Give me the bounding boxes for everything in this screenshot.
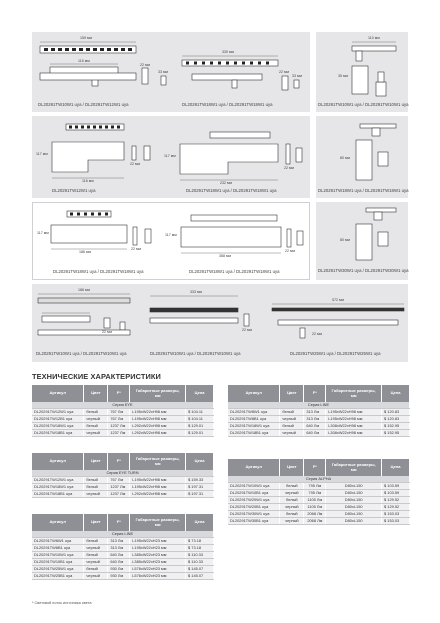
article-cell: DL20291TW6B1 uya [32, 545, 84, 552]
dimension-label: 117 мм [37, 231, 49, 235]
table-row [32, 416, 214, 423]
dimension-label: 22 мм [102, 330, 112, 334]
table-row [32, 430, 214, 437]
flux-cell: 1237 Лм [108, 430, 130, 437]
drawing-panel-10 [32, 284, 408, 362]
article-cell: DL20291TW25W1 uya [32, 566, 84, 573]
article-cell: DL20291TW10B1 uya [32, 559, 84, 566]
flux-cell: 640 Лм [304, 430, 326, 437]
header-color: Цвет [84, 514, 108, 531]
price-cell: $ 110.33 [186, 559, 214, 566]
flux-cell: 1237 Лм [108, 484, 130, 491]
article-cell: DL20291TW20W1 uya [228, 497, 280, 504]
table-row [228, 483, 410, 490]
drawing-caption: DL20291TW30W1 uya / DL20291TW30W1 uya [318, 268, 409, 273]
dimensions-cell: D80xL150 [326, 511, 382, 518]
color-cell: белый [280, 423, 304, 430]
dimension-label: 159 мм [80, 36, 92, 40]
header-flux: F* [108, 514, 130, 531]
header-flux: F* [108, 385, 130, 402]
price-cell: $ 129.01 [186, 430, 214, 437]
dimension-label: 117 мм [164, 154, 176, 158]
flux-cell: 640 Лм [108, 559, 130, 566]
table-row [32, 491, 214, 498]
color-cell: белый [280, 497, 304, 504]
flux-cell: 767 Лм [108, 477, 130, 484]
dimensions-cell: L195xW22xH98 мм [130, 484, 186, 491]
spec-table-eye-turn [32, 453, 214, 498]
article-cell: DL20291TW8W1 uya [228, 409, 280, 416]
dimensions-cell: L195xW22xH98 мм [130, 477, 186, 484]
drawing-panel-9 [316, 202, 408, 280]
flux-cell: 1237 Лм [108, 491, 130, 498]
dimensions-cell: L576xW22xH23 мм [130, 566, 186, 573]
flux-cell: 1237 Лм [108, 423, 130, 430]
article-cell: DL20291TW12B1 uya [32, 416, 84, 423]
article-cell: DL20291TW18W1 uya [32, 484, 84, 491]
table-header-row [228, 385, 410, 402]
dimensions-cell: L385xW22xH23 мм [130, 552, 186, 559]
table-row [228, 518, 410, 525]
drawing-panel-3 [316, 32, 408, 112]
flux-cell: 1105 Лм [304, 497, 326, 504]
flux-cell: 767 Лм [108, 416, 130, 423]
header-price: Цена [382, 459, 410, 476]
series-label: Серия LINE [228, 402, 410, 409]
spec-table-eye [32, 385, 214, 437]
dimensions-cell: L308xW22xH98 мм [326, 430, 382, 437]
series-row [228, 476, 410, 483]
dimension-label: 368 мм [219, 254, 231, 258]
dimensions-cell: L576xW22xH23 мм [130, 573, 186, 580]
drawing-caption: DL20291TW10W1 uya / DL20291TW12W1 uya [38, 102, 129, 107]
table-header-row [32, 453, 214, 470]
table-row [228, 497, 410, 504]
header-dimensions: Габаритные размеры, мм [130, 514, 186, 531]
color-cell: черный [280, 490, 304, 497]
spec-table-line-top [228, 385, 410, 437]
dimensions-cell: L308xW22xH98 мм [326, 423, 382, 430]
dimensions-cell: L195xW22xH23 мм [130, 545, 186, 552]
flux-cell: 313 Лм [108, 545, 130, 552]
color-cell: белый [84, 484, 108, 491]
dimensions-cell: L385xW22xH23 мм [130, 559, 186, 566]
article-cell: DL20291TW18W1 uya [32, 423, 84, 430]
flux-cell: 1105 Лм [304, 504, 326, 511]
table-row [228, 490, 410, 497]
table-row [32, 559, 214, 566]
price-cell: $ 153.03 [382, 518, 410, 525]
color-cell: черный [84, 559, 108, 566]
table-row [32, 566, 214, 573]
article-cell: DL20291TW18W1 uya [228, 423, 280, 430]
color-cell: черный [84, 416, 108, 423]
dimension-label: 80 мм [340, 156, 350, 160]
drawing-caption: DL20291TW18W1 uya / DL20291TW18W1 uya [186, 188, 277, 193]
series-label: Серия EYE TURN [32, 470, 214, 477]
dimension-label: 333 мм [190, 290, 202, 294]
article-cell: DL20291TW18B1 uya [32, 491, 84, 498]
dimension-label: 80 мм [340, 238, 350, 242]
flux-cell: 313 Лм [304, 416, 326, 423]
drawing-caption: DL20291TW10W1 uya / DL20291TW10W1 uya [318, 102, 409, 107]
dimensions-cell: D80xL150 [326, 497, 382, 504]
drawing-panel-4 [32, 202, 310, 280]
flux-cell: 767 Лм [108, 409, 130, 416]
price-cell: $ 120.83 [382, 416, 410, 423]
series-label: Серия LINE [32, 531, 214, 538]
dimension-label: 22 мм [130, 162, 140, 166]
table-row [32, 409, 214, 416]
article-cell: DL20291TW20B1 uya [228, 504, 280, 511]
table-header-row [32, 385, 214, 402]
section-title: ТЕХНИЧЕСКИЕ ХАРАКТЕРИСТИКИ [32, 372, 161, 381]
dimension-label: 33 мм [292, 74, 302, 78]
color-cell: черный [84, 491, 108, 498]
dimension-label: 22 мм [285, 249, 295, 253]
dimension-label: 116 мм [82, 179, 94, 183]
drawing-caption: DL20291TW12W1 uya [52, 188, 96, 193]
dimension-label: 22 мм [279, 70, 289, 74]
series-label: Серия ALPHA [228, 476, 410, 483]
dimension-label: 572 мм [332, 298, 344, 302]
color-cell: черный [84, 545, 108, 552]
price-cell: $ 104.11 [186, 416, 214, 423]
flux-cell: 930 Лм [108, 566, 130, 573]
dimensions-cell: L195xW22xH23 мм [130, 538, 186, 545]
drawing-caption: DL20291TW18W1 uya / DL20291TW18W1 uya [53, 269, 144, 274]
color-cell: черный [280, 416, 304, 423]
header-article: Артикул [228, 459, 280, 476]
dimension-label: 22 мм [242, 328, 252, 332]
table-row [32, 573, 214, 580]
technical-drawing [316, 32, 408, 112]
spec-table-alpha [228, 459, 410, 525]
color-cell: белый [84, 409, 108, 416]
flux-cell: 795 Лм [304, 483, 326, 490]
article-cell: DL20291TW6W1 uya [32, 538, 84, 545]
color-cell: белый [280, 483, 304, 490]
dimensions-cell: L292xW22xH98 мм [130, 491, 186, 498]
table-row [228, 430, 410, 437]
series-row [228, 402, 410, 409]
header-dimensions: Габаритные размеры, мм [130, 385, 186, 402]
price-cell: $ 129.01 [186, 423, 214, 430]
price-cell: $ 129.52 [382, 504, 410, 511]
color-cell: белый [84, 552, 108, 559]
color-cell: черный [280, 504, 304, 511]
color-cell: белый [280, 409, 304, 416]
flux-cell: 313 Лм [108, 538, 130, 545]
price-cell: $ 152.95 [382, 430, 410, 437]
dimension-label: 22 мм [131, 247, 141, 251]
article-cell: DL20291TW30B1 uya [228, 518, 280, 525]
drawing-caption: DL20291TW10W1 uya / DL20291TW10W1 uya [36, 351, 127, 356]
color-cell: черный [84, 573, 108, 580]
table-row [32, 538, 214, 545]
dimension-label: 33 мм [158, 70, 168, 74]
dimension-label: 22 мм [312, 332, 322, 336]
header-article: Артикул [32, 453, 84, 470]
header-color: Цвет [280, 385, 304, 402]
article-cell: DL20291TW25B1 uya [32, 573, 84, 580]
header-color: Цвет [84, 385, 108, 402]
flux-cell: 2068 Лм [304, 518, 326, 525]
header-dimensions: Габаритные размеры, мм [130, 453, 186, 470]
header-article: Артикул [228, 385, 280, 402]
header-flux: F* [304, 459, 326, 476]
table-row [228, 423, 410, 430]
article-cell: DL20291TW10W1 uya [228, 483, 280, 490]
flux-cell: 930 Лм [108, 573, 130, 580]
technical-drawing [316, 116, 408, 198]
drawing-caption: DL20291TW25W1 uya / DL20291TW25W1 uya [290, 351, 381, 356]
header-color: Цвет [84, 453, 108, 470]
flux-cell: 2068 Лм [304, 511, 326, 518]
price-cell: $ 145.07 [186, 566, 214, 573]
technical-drawing [32, 32, 310, 112]
table-row [32, 484, 214, 491]
header-price: Цена [186, 514, 214, 531]
drawing-caption: DL20291TW18W1 uya / DL20291TW18W1 uya [189, 269, 280, 274]
header-dimensions: Габаритные размеры, мм [326, 385, 382, 402]
header-price: Цена [186, 453, 214, 470]
dimensions-cell: L195xW22xH98 мм [326, 416, 382, 423]
dimension-label: 115 мм [78, 59, 90, 63]
series-row [32, 531, 214, 538]
dimensions-cell: L292xW22xH98 мм [130, 423, 186, 430]
drawing-caption: DL20291TW10W1 uya / DL20291TW10W1 uya [150, 351, 241, 356]
drawing-panel-6 [316, 116, 408, 198]
series-label: Серия EYE [32, 402, 214, 409]
article-cell: DL20291TW10B1 uya [228, 490, 280, 497]
price-cell: $ 73.18 [186, 545, 214, 552]
color-cell: белый [84, 566, 108, 573]
article-cell: DL20291TW10W1 uya [32, 552, 84, 559]
color-cell: белый [84, 477, 108, 484]
color-cell: черный [280, 518, 304, 525]
price-cell: $ 152.95 [382, 423, 410, 430]
header-flux: F* [108, 453, 130, 470]
flux-cell: 640 Лм [304, 423, 326, 430]
header-article: Артикул [32, 514, 84, 531]
dimension-label: 232 мм [220, 181, 232, 185]
dimension-label: 186 мм [78, 288, 90, 292]
price-cell: $ 120.83 [382, 409, 410, 416]
article-cell: DL20291TW8B1 uya [228, 416, 280, 423]
table-header-row [32, 514, 214, 531]
table-row [228, 409, 410, 416]
dimension-label: 35 мм [338, 74, 348, 78]
color-cell: белый [84, 423, 108, 430]
color-cell: белый [84, 538, 108, 545]
header-dimensions: Габаритные размеры, мм [326, 459, 382, 476]
flux-cell: 795 Лм [304, 490, 326, 497]
header-color: Цвет [280, 459, 304, 476]
price-cell: $ 110.33 [186, 552, 214, 559]
table-header-row [228, 459, 410, 476]
table-row [228, 504, 410, 511]
color-cell: белый [280, 511, 304, 518]
price-cell: $ 153.03 [382, 511, 410, 518]
article-cell: DL20291TW30W1 uya [228, 511, 280, 518]
dimensions-cell: L195xW22xH98 мм [130, 416, 186, 423]
price-cell: $ 73.18 [186, 538, 214, 545]
table-row [228, 416, 410, 423]
price-cell: $ 104.11 [186, 409, 214, 416]
dimensions-cell: L195xW22xH98 мм [130, 409, 186, 416]
dimensions-cell: D80xL150 [326, 504, 382, 511]
flux-cell: 640 Лм [108, 552, 130, 559]
header-price: Цена [186, 385, 214, 402]
dimension-label: 117 мм [165, 233, 177, 237]
series-row [32, 402, 214, 409]
price-cell: $ 103.59 [382, 490, 410, 497]
article-cell: DL20291TW12W1 uya [32, 409, 84, 416]
dimension-label: 186 мм [79, 250, 91, 254]
dimension-label: 22 мм [284, 166, 294, 170]
table-row [32, 545, 214, 552]
price-cell: $ 159.33 [186, 477, 214, 484]
header-flux: F* [304, 385, 326, 402]
header-article: Артикул [32, 385, 84, 402]
table-row [32, 423, 214, 430]
drawing-caption: DL20291TW18W1 uya / DL20291TW18W1 uya [318, 188, 409, 193]
dimensions-cell: D80xL150 [326, 518, 382, 525]
dimensions-cell: L195xW22xH98 мм [326, 409, 382, 416]
article-cell: DL20291TW18B1 uya [32, 430, 84, 437]
drawing-panel-1 [32, 32, 310, 112]
price-cell: $ 145.07 [186, 573, 214, 580]
price-cell: $ 103.59 [382, 483, 410, 490]
dimensions-cell: D80xL150 [326, 490, 382, 497]
series-row [32, 470, 214, 477]
dimension-label: 110 мм [368, 36, 380, 40]
footnote: * Световой поток источника света [32, 601, 92, 605]
spec-table-line-bottom [32, 514, 214, 580]
dimensions-cell: L292xW22xH98 мм [130, 430, 186, 437]
article-cell: DL20291TW12W1 uya [32, 477, 84, 484]
price-cell: $ 197.31 [186, 491, 214, 498]
table-row [32, 552, 214, 559]
flux-cell: 313 Лм [304, 409, 326, 416]
price-cell: $ 197.31 [186, 484, 214, 491]
dimension-label: 117 мм [36, 152, 48, 156]
drawing-panel-2 [32, 116, 310, 198]
dimension-label: 330 мм [222, 50, 234, 54]
price-cell: $ 129.52 [382, 497, 410, 504]
table-row [228, 511, 410, 518]
drawing-caption: DL20291TW18W1 uya / DL20291TW18W1 uya [182, 102, 273, 107]
dimensions-cell: D80xL150 [326, 483, 382, 490]
article-cell: DL20291TW18B1 uya [228, 430, 280, 437]
dimension-label: 22 мм [140, 63, 150, 67]
table-row [32, 477, 214, 484]
color-cell: черный [280, 430, 304, 437]
color-cell: черный [84, 430, 108, 437]
header-price: Цена [382, 385, 410, 402]
